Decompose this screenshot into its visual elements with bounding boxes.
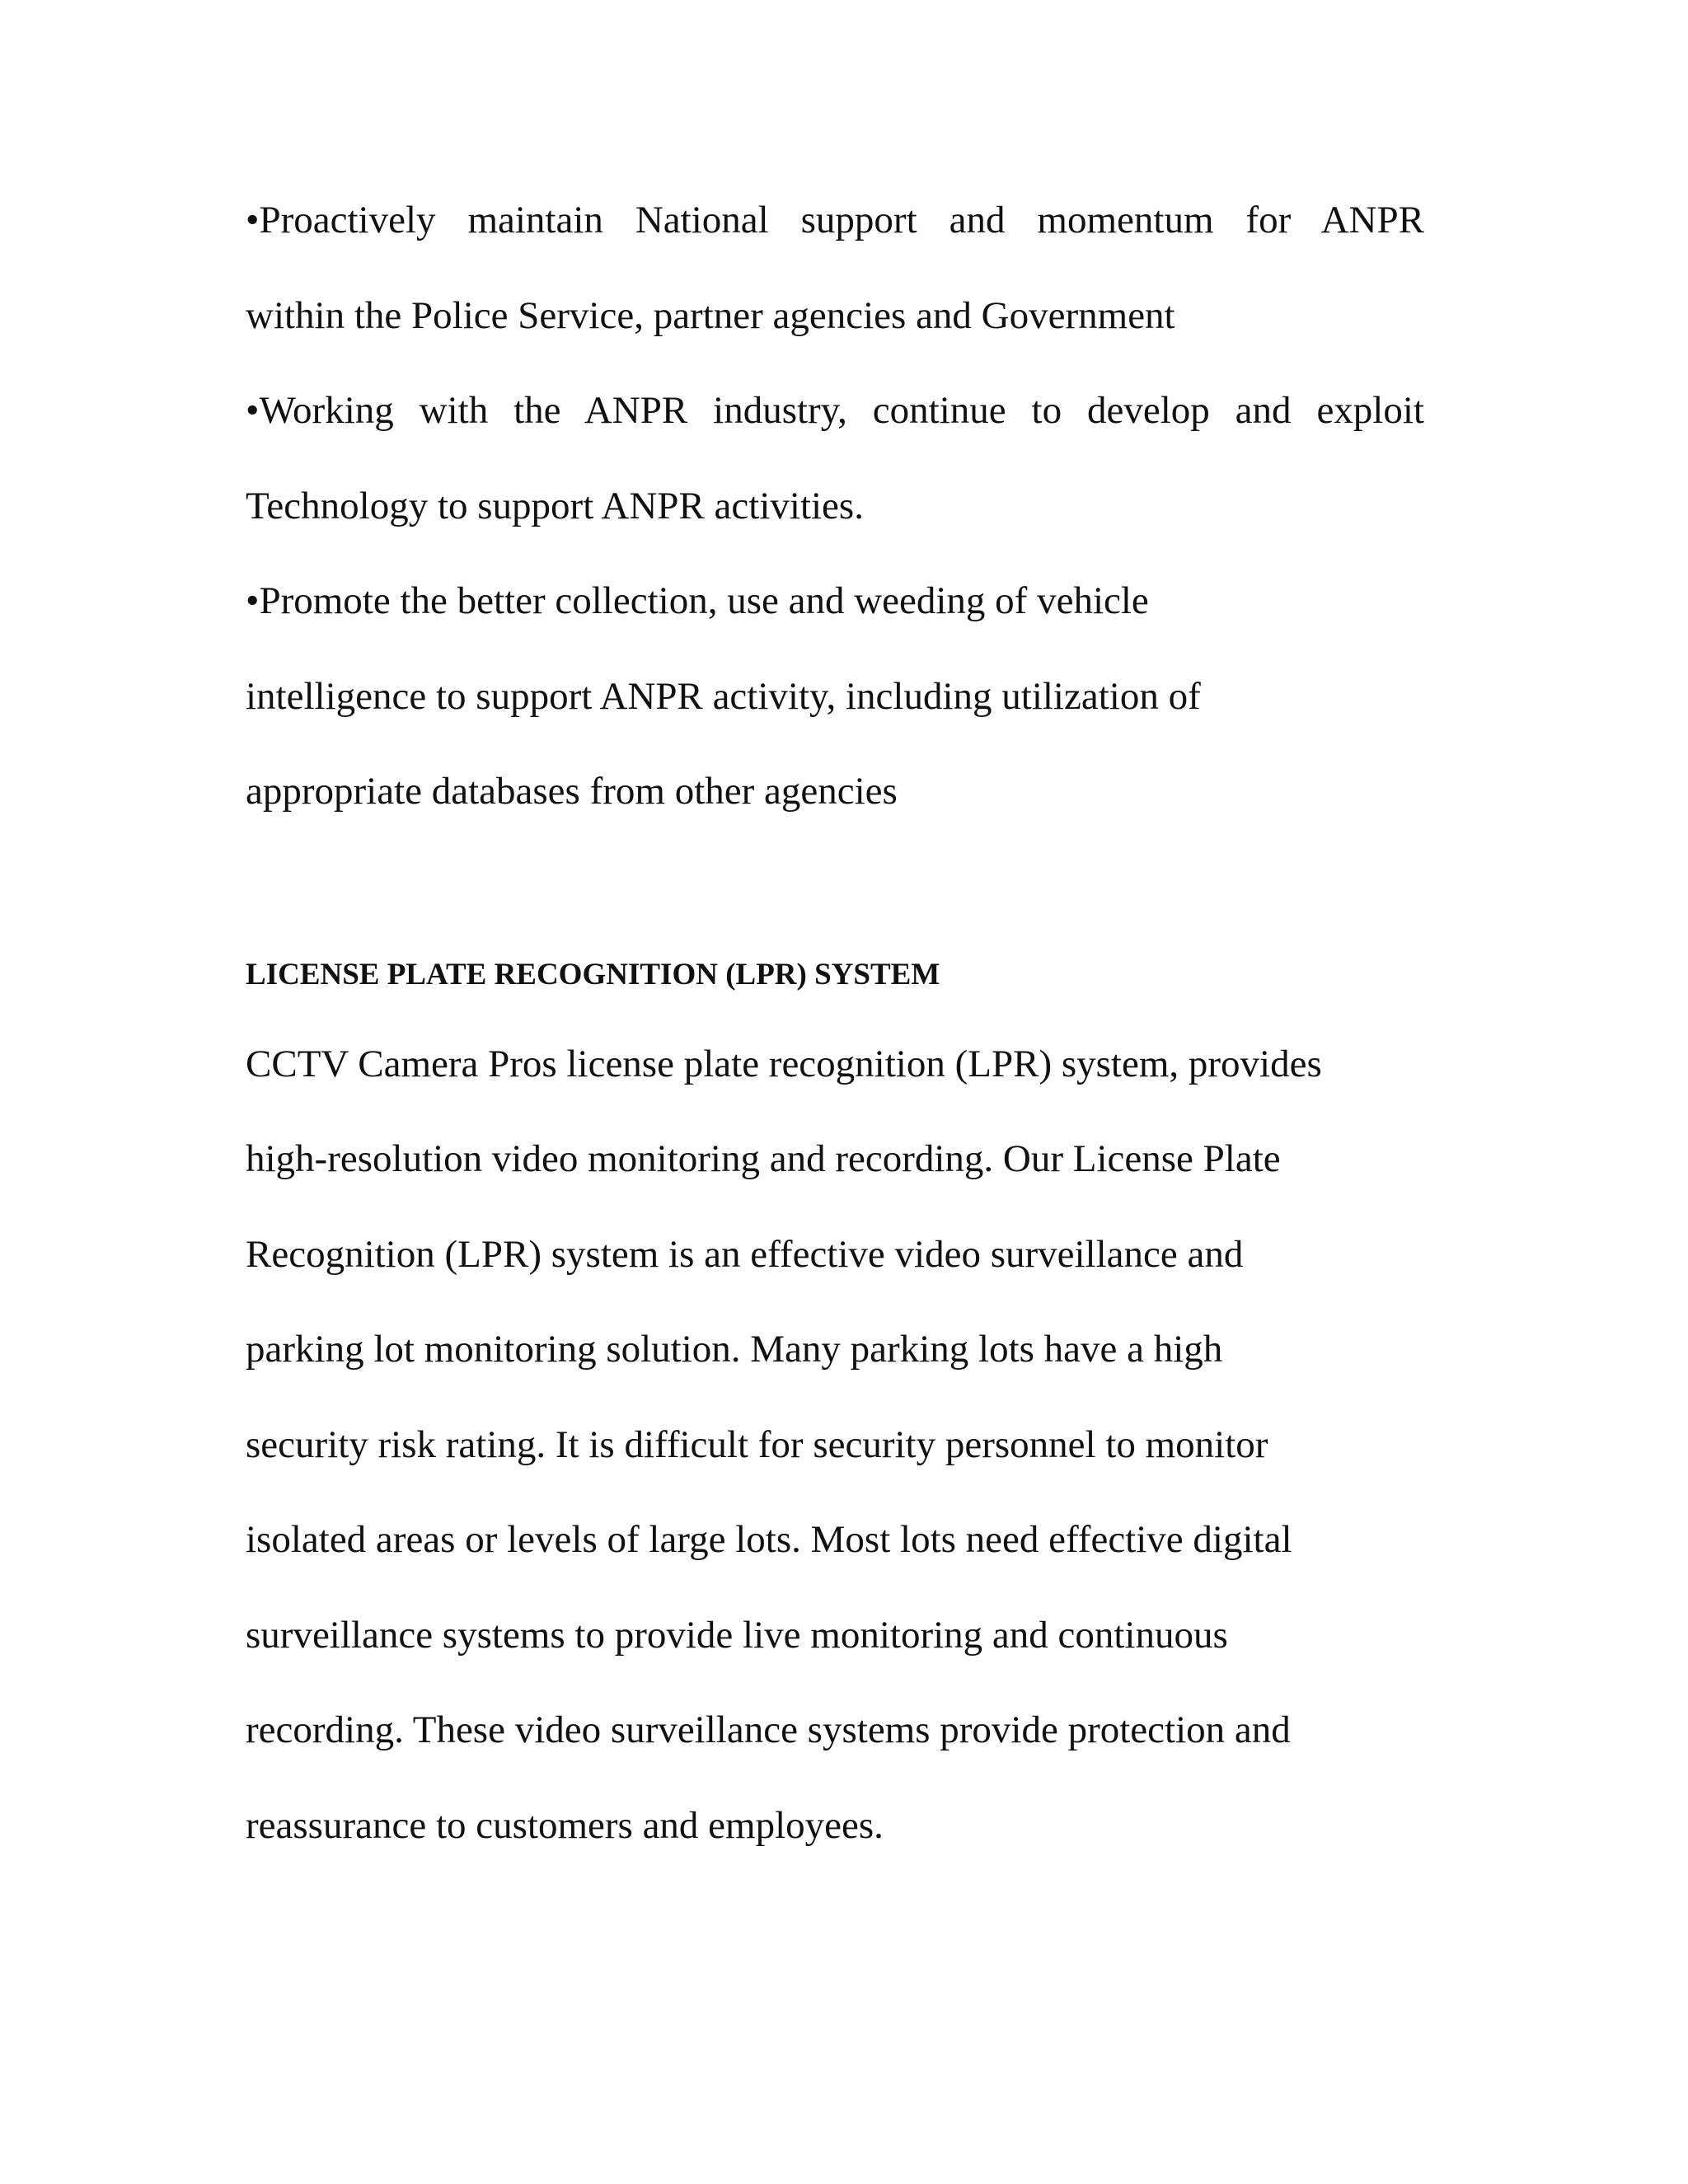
bullet-1-line-1: •Proactively maintain National support and momentum for ANPR	[246, 199, 1424, 241]
paragraph-line-5: security risk rating. It is difficult for security personnel to monitor	[246, 1423, 1268, 1466]
bullet-3-line-3: appropriate databases from other agencies	[246, 770, 898, 813]
paragraph-line-8: recording. These video surveillance systems provide protection and	[246, 1708, 1291, 1751]
paragraph-line-1: CCTV Camera Pros license plate recognition (LPR) system, provides	[246, 1043, 1322, 1085]
paragraph-line-9: reassurance to customers and employees.	[246, 1804, 884, 1847]
paragraph-line-3: Recognition (LPR) system is an effective video surveillance and	[246, 1233, 1244, 1276]
section-heading: LICENSE PLATE RECOGNITION (LPR) SYSTEM	[246, 958, 940, 991]
bullet-3-line-2: intelligence to support ANPR activity, including utilization of	[246, 675, 1201, 718]
bullet-3-line-1: •Promote the better collection, use and weeding of vehicle	[246, 579, 1149, 622]
bullet-1-line-2: within the Police Service, partner agencies and Government	[246, 294, 1175, 337]
bullet-2-line-1: •Working with the ANPR industry, continue to develop and exploit	[246, 389, 1424, 432]
paragraph-line-7: surveillance systems to provide live monitoring and continuous	[246, 1614, 1228, 1657]
paragraph-line-4: parking lot monitoring solution. Many parking lots have a high	[246, 1328, 1223, 1371]
paragraph-line-2: high-resolution video monitoring and recording. Our License Plate	[246, 1137, 1281, 1180]
bullet-2-line-2: Technology to support ANPR activities.	[246, 485, 864, 527]
paragraph-line-6: isolated areas or levels of large lots. Most lots need effective digital	[246, 1518, 1292, 1561]
